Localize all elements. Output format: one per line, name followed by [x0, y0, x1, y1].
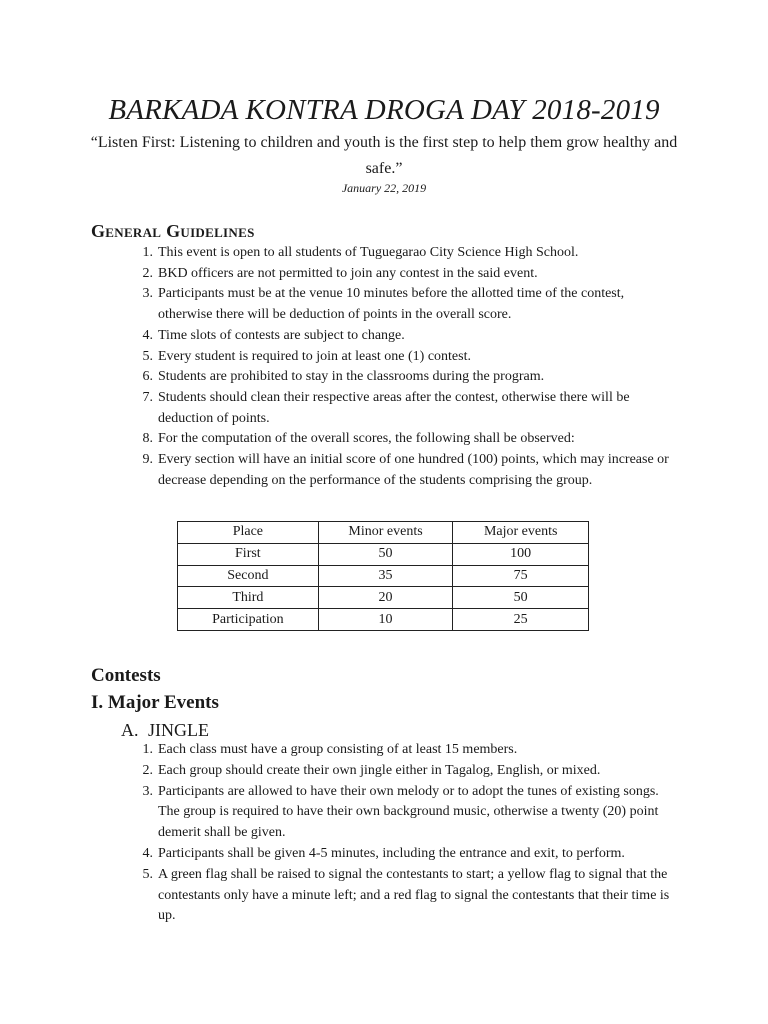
list-item	[142, 347, 678, 368]
table-cell: 25	[453, 609, 589, 631]
column-header-major: Major events	[453, 522, 589, 544]
table-cell: Third	[178, 587, 319, 609]
jingle-title: JINGLE	[148, 720, 209, 740]
table-row	[178, 543, 589, 565]
major-events-heading: I. Major Events	[91, 692, 219, 713]
item-number: 8.	[142, 431, 153, 447]
item-text: Participants shall be given 4-5 minutes, including the entrance and exit, to perform.	[158, 845, 625, 861]
item-number: 7.	[142, 389, 153, 405]
item-number: 3.	[142, 783, 153, 799]
contests-heading: Contests	[91, 665, 161, 686]
table-cell: 35	[318, 565, 453, 587]
item-text: Students are prohibited to stay in the classrooms during the program.	[158, 369, 545, 385]
item-number: 1.	[142, 245, 153, 260]
column-header-minor: Minor events	[318, 522, 453, 544]
item-text: Students should clean their respective areas after the contest, otherwise there will be deduction of points.	[158, 389, 630, 426]
table-row	[178, 565, 589, 587]
list-item	[142, 782, 678, 844]
item-text: Each class must have a group consisting of at least 15 members.	[158, 742, 518, 757]
list-item	[142, 264, 678, 285]
list-item	[142, 740, 678, 761]
points-table	[177, 521, 589, 631]
general-guidelines-heading: General Guidelines	[91, 221, 255, 241]
list-item	[142, 450, 678, 491]
item-text: Time slots of contests are subject to change.	[158, 327, 405, 343]
item-number: 5.	[142, 866, 153, 882]
list-item	[142, 243, 678, 264]
item-text: Participants must be at the venue 10 minutes before the allotted time of the contest, otherwise there will be deduction of points in the overall score.	[158, 286, 625, 323]
table-cell: 50	[318, 543, 453, 565]
table-cell: 75	[453, 565, 589, 587]
table-cell: Participation	[178, 609, 319, 631]
item-number: 4.	[142, 327, 153, 343]
item-number: 2.	[142, 265, 153, 281]
item-number: 6.	[142, 369, 153, 385]
item-text: This event is open to all students of Tuguegarao City Science High School.	[158, 245, 579, 260]
item-text: Every section will have an initial score of one hundred (100) points, which may increase or decrease depending on the performance of the students comprising the group.	[158, 452, 669, 488]
guidelines-list	[142, 243, 678, 491]
item-text: A green flag shall be raised to signal the contestants to start; a yellow flag to signal that the contestants only have a minute left; and a red flag to signal the contestants that their time is up.	[158, 866, 670, 924]
table-cell: 20	[318, 587, 453, 609]
item-text: Every student is required to join at least one (1) contest.	[158, 348, 471, 364]
item-text: BKD officers are not permitted to join any contest in the said event.	[158, 265, 538, 281]
item-text: Participants are allowed to have their own melody or to adopt the tunes of existing songs. The group is required to have their own background music, otherwise a twenty (20) point demerit shall be given.	[158, 783, 659, 841]
document-title: BARKADA KONTRA DROGA DAY 2018-2019	[108, 94, 660, 126]
item-number: 1.	[142, 742, 153, 757]
jingle-heading	[121, 718, 209, 742]
item-number: 9.	[142, 452, 153, 468]
table-cell: Second	[178, 565, 319, 587]
table-header-row	[178, 522, 589, 544]
item-number: 4.	[142, 845, 153, 861]
table-cell: First	[178, 543, 319, 565]
table-cell: 50	[453, 587, 589, 609]
event-date: January 22, 2019	[341, 181, 427, 195]
column-header-place: Place	[178, 522, 319, 544]
table-cell: 10	[318, 609, 453, 631]
jingle-letter: A.	[121, 720, 139, 740]
list-item	[142, 844, 678, 865]
list-item	[142, 865, 678, 927]
list-item	[142, 761, 678, 782]
item-number: 3.	[142, 286, 153, 302]
theme-quote: “Listen First: Listening to children and youth is the first step to help them grow healthy and safe.”	[90, 134, 678, 177]
item-number: 2.	[142, 762, 153, 778]
list-item	[142, 284, 678, 325]
list-item	[142, 429, 678, 450]
list-item	[142, 367, 678, 388]
table-cell: 100	[453, 543, 589, 565]
list-item	[142, 326, 678, 347]
item-number: 5.	[142, 348, 153, 364]
jingle-rules-list	[142, 740, 678, 927]
table-row	[178, 587, 589, 609]
item-text: For the computation of the overall scores, the following shall be observed:	[158, 431, 575, 447]
item-text: Each group should create their own jingle either in Tagalog, English, or mixed.	[158, 762, 601, 778]
table-row	[178, 609, 589, 631]
list-item	[142, 388, 678, 429]
